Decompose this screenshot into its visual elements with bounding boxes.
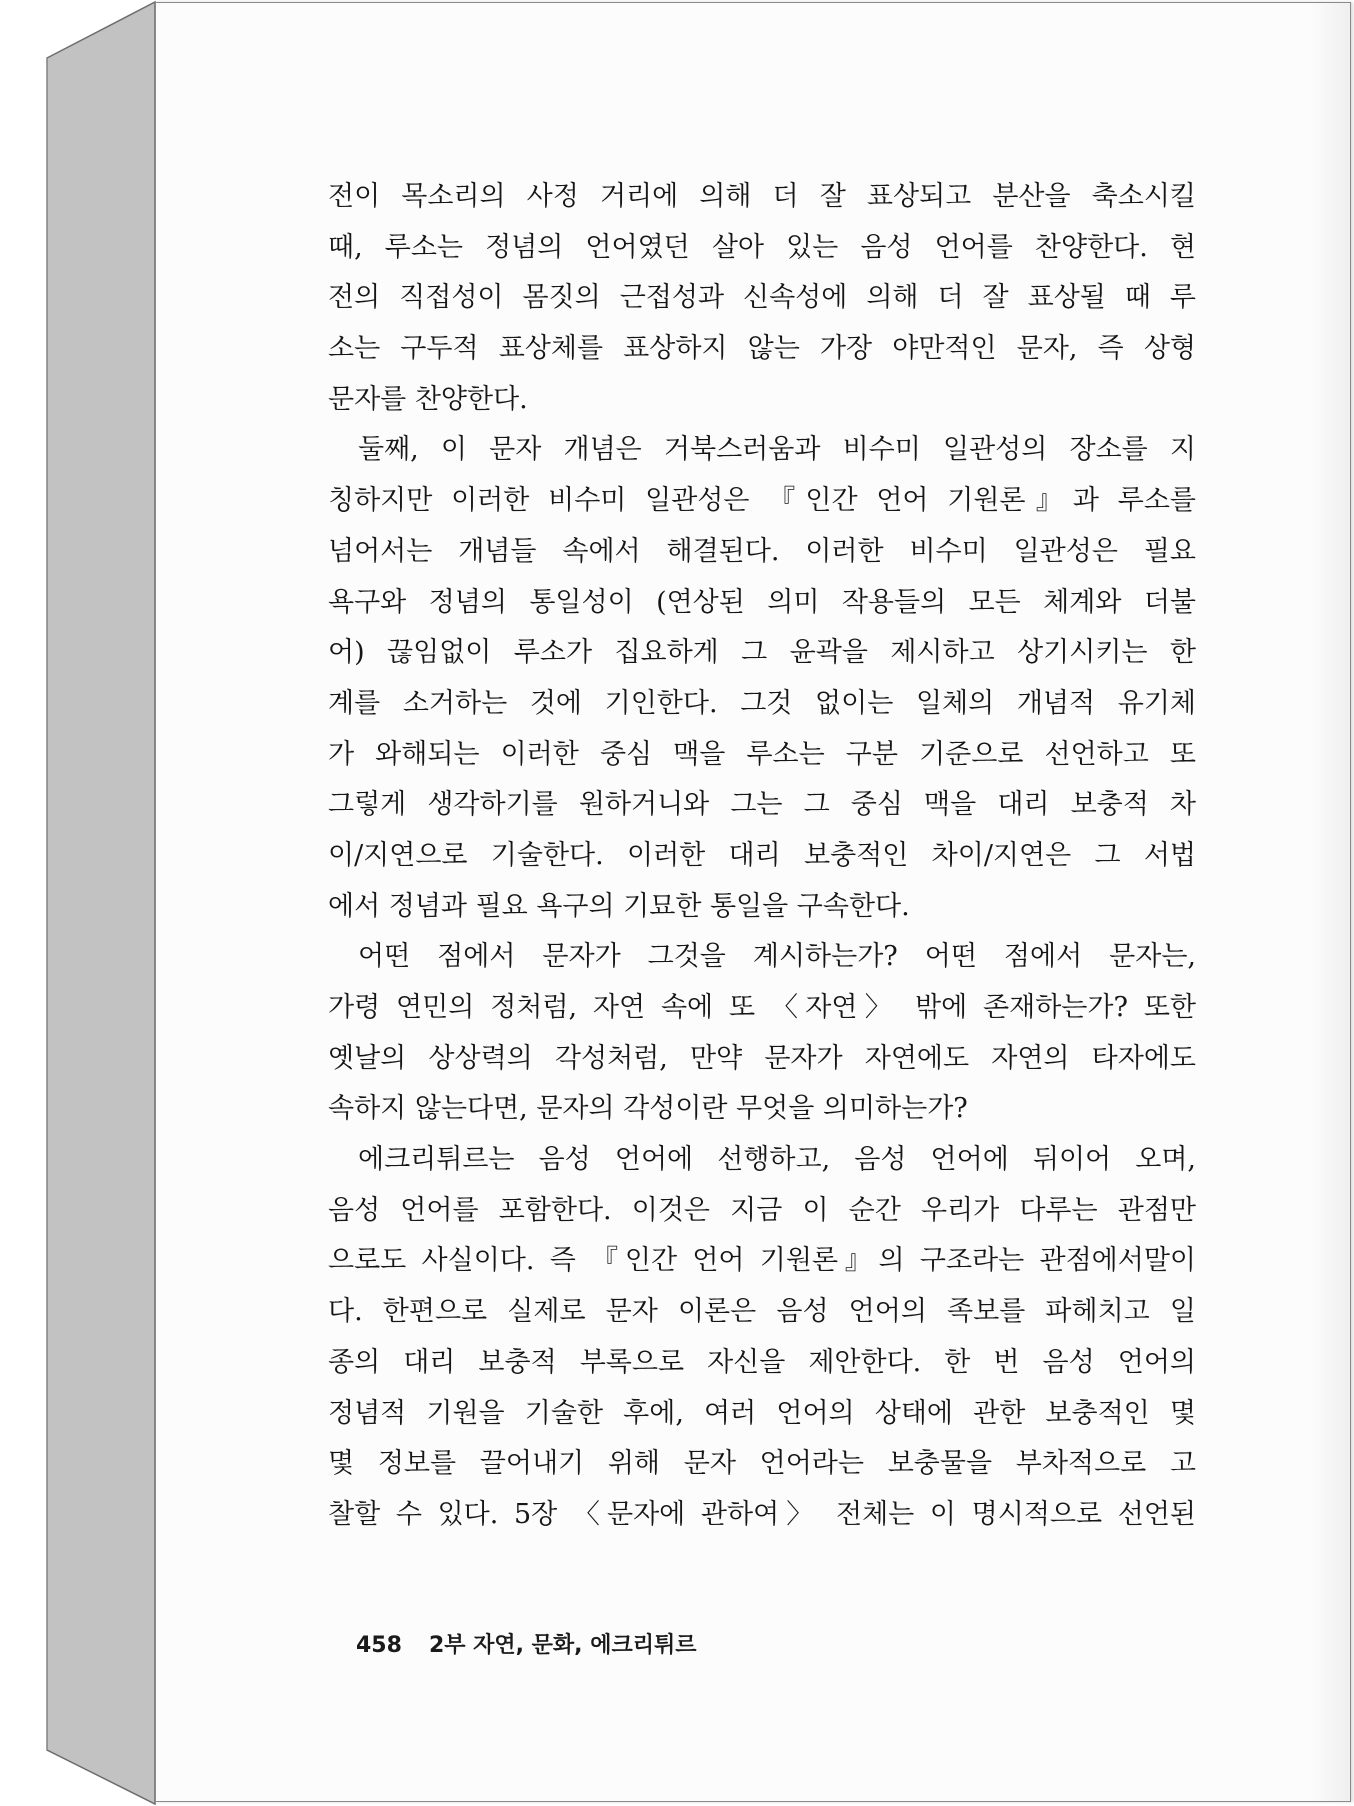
text-line: 그렇게 생각하기를 원하거니와 그는 그 중심 맥을 대리 보충적 차	[328, 789, 1196, 821]
text-line: 때, 루소는 정념의 언어였던 살아 있는 음성 언어를 찬양한다. 현	[328, 231, 1196, 263]
text-line: 가 와해되는 이러한 중심 맥을 루소는 구분 기준으로 선언하고 또	[328, 738, 1196, 770]
text-line: 으로도 사실이다. 즉 『인간 언어 기원론』의 구조라는 관점에서말이	[328, 1245, 1196, 1277]
text-line: 몇 정보를 끌어내기 위해 문자 언어라는 보충물을 부차적으로 고	[328, 1448, 1196, 1480]
running-head: 2부 자연, 문화, 에크리튀르	[428, 1633, 697, 1658]
text-line: 칭하지만 이러한 비수미 일관성은 『인간 언어 기원론』과 루소를	[328, 485, 1196, 517]
text-line: 전이 목소리의 사정 거리에 의해 더 잘 표상되고 분산을 축소시킬	[328, 181, 1196, 212]
paragraph-start-line: 에크리튀르는 음성 언어에 선행하고, 음성 언어에 뒤이어 오며,	[358, 1144, 1196, 1176]
text-line: 가령 연민의 정처럼, 자연 속에 또 〈자연〉 밖에 존재하는가? 또한	[328, 992, 1196, 1023]
text-line: 어) 끊임없이 루소가 집요하게 그 윤곽을 제시하고 상기시키는 한	[328, 637, 1196, 669]
paragraph-start-line: 어떤 점에서 문자가 그것을 계시하는가? 어떤 점에서 문자는,	[358, 941, 1196, 973]
text-line: 정념적 기원을 기술한 후에, 여러 언어의 상태에 관한 보충적인 몇	[328, 1397, 1196, 1429]
text-line: 넘어서는 개념들 속에서 해결된다. 이러한 비수미 일관성은 필요	[328, 535, 1196, 567]
text-line: 계를 소거하는 것에 기인한다. 그것 없이는 일체의 개념적 유기체	[328, 687, 1196, 719]
text-line: 전의 직접성이 몸짓의 근접성과 신속성에 의해 더 잘 표상될 때 루	[328, 282, 1196, 314]
text-line: 옛날의 상상력의 각성처럼, 만약 문자가 자연에도 자연의 타자에도	[328, 1042, 1196, 1074]
text-line: 다. 한편으로 실제로 문자 이론은 음성 언어의 족보를 파헤치고 일	[328, 1296, 1196, 1328]
text-line: 욕구와 정념의 통일성이 (연상된 의미 작용들의 모든 체계와 더불	[328, 586, 1196, 618]
text-line: 찰할 수 있다. 5장 〈문자에 관하여〉 전체는 이 명시적으로 선언된	[328, 1498, 1196, 1530]
book-page	[155, 2, 1351, 1802]
paragraph-start-line: 둘째, 이 문자 개념은 거북스러움과 비수미 일관성의 장소를 지	[358, 434, 1196, 466]
text-line: 문자를 찬양한다.	[328, 383, 528, 415]
text-line: 이/지연으로 기술한다. 이러한 대리 보충적인 차이/지연은 그 서법	[328, 839, 1196, 871]
text-line: 소는 구두적 표상체를 표상하지 않는 가장 야만적인 문자, 즉 상형	[328, 333, 1196, 365]
page-number: 458	[356, 1633, 402, 1658]
body-text	[328, 172, 1196, 1541]
text-line: 종의 대리 보충적 부록으로 자신을 제안한다. 한 번 음성 언어의	[328, 1346, 1196, 1378]
page-footer	[356, 1628, 696, 1659]
text-line: 속하지 않는다면, 문자의 각성이란 무엇을 의미하는가?	[328, 1093, 968, 1125]
text-line: 에서 정념과 필요 욕구의 기묘한 통일을 구속한다.	[328, 890, 910, 922]
text-line: 음성 언어를 포함한다. 이것은 지금 이 순간 우리가 다루는 관점만	[328, 1194, 1196, 1226]
